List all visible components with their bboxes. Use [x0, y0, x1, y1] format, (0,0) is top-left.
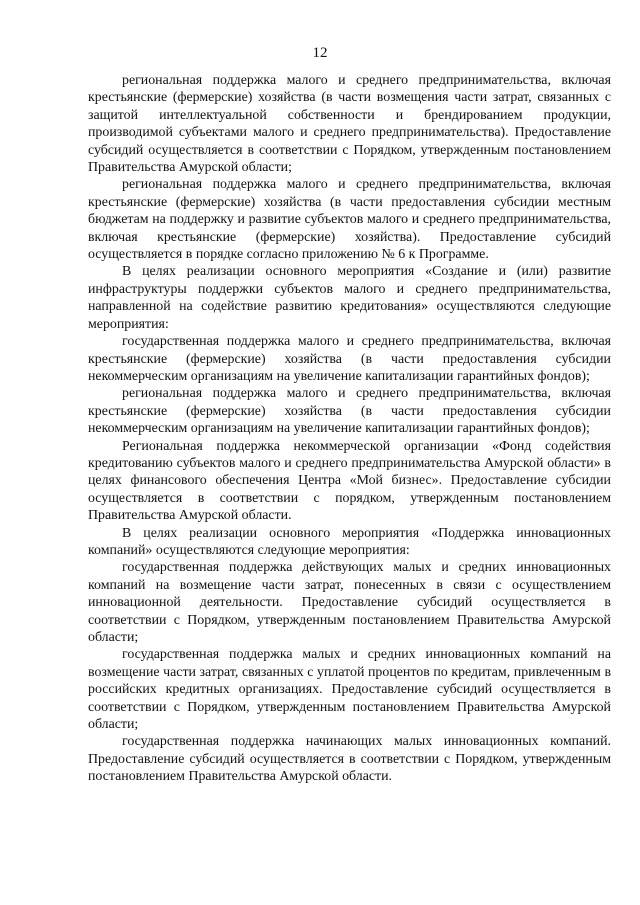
paragraph: В целях реализации основного мероприятия «Поддержка инновационных компаний» осуществляются следующие мероприятия: [88, 525, 611, 558]
paragraph: региональная поддержка малого и среднего предпринимательства, включая крестьянские (фермерские) хозяйства (в части возмещения части затрат, связанных с защитой интеллектуальной собственности и брендированием продукции, производимой субъектами малого и среднего предпринимательства). Предоставление субсидий осуществляется в соответствии с Порядком, утвержденным постановлением Правительства Амурской области; [88, 73, 611, 176]
paragraph: государственная поддержка малого и среднего предпринимательства, включая крестьянские (фермерские) хозяйства (в части предоставления субсидии некоммерческим организациям на увеличение капитализации гарантийных фондов); [88, 334, 611, 384]
paragraph: государственная поддержка малых и средних инновационных компаний на возмещение части затрат, связанных с уплатой процентов по кредитам, привлеченным в российских кредитных организациях. Предоставление субсидий осуществляется в соответствии с Порядком, утвержденным постановлением Правительства Амурской области; [88, 647, 611, 733]
paragraph: государственная поддержка начинающих малых инновационных компаний. Предоставление субсидий осуществляется в соответствии с Порядком, утвержденным постановлением Правительства Амурской области. [88, 734, 611, 785]
paragraph: государственная поддержка действующих малых и средних инновационных компаний на возмещение части затрат, понесенных в связи с осуществлением инновационной деятельности. Предоставление субсидий осуществляется в соответствии с Порядком, утвержденным постановлением Правительства Амурской области; [88, 560, 611, 645]
paragraph: региональная поддержка малого и среднего предпринимательства, включая крестьянские (фермерские) хозяйства (в части предоставления субсидии некоммерческим организациям на увеличение капитализации гарантийных фондов); [88, 386, 611, 437]
paragraph: Региональная поддержка некоммерческой организации «Фонд содействия кредитованию субъектов малого и среднего предпринимательства Амурской области» в целях финансового обеспечения Центра «Мой бизнес». Предоставление субсидии осуществляется в соответствии с порядком, утвержденным постановлением Правительства Амурской области. [88, 438, 611, 524]
page-number: 12 [312, 45, 328, 61]
document-body [88, 72, 611, 786]
paragraph: В целях реализации основного мероприятия «Создание и (или) развитие инфраструктуры поддержки субъектов малого и среднего предпринимательства, направленной на содействие развитию кредитования» осуществляются следующие мероприятия: [88, 264, 611, 332]
paragraph: региональная поддержка малого и среднего предпринимательства, включая крестьянские (фермерские) хозяйства (в части предоставления субсидии местным бюджетам на поддержку и развитие субъектов малого и среднего предпринимательства, включая крестьянские (фермерские) хозяйства). Предоставление субсидий осуществляется в порядке согласно приложению № 6 к Программе. [88, 177, 611, 263]
